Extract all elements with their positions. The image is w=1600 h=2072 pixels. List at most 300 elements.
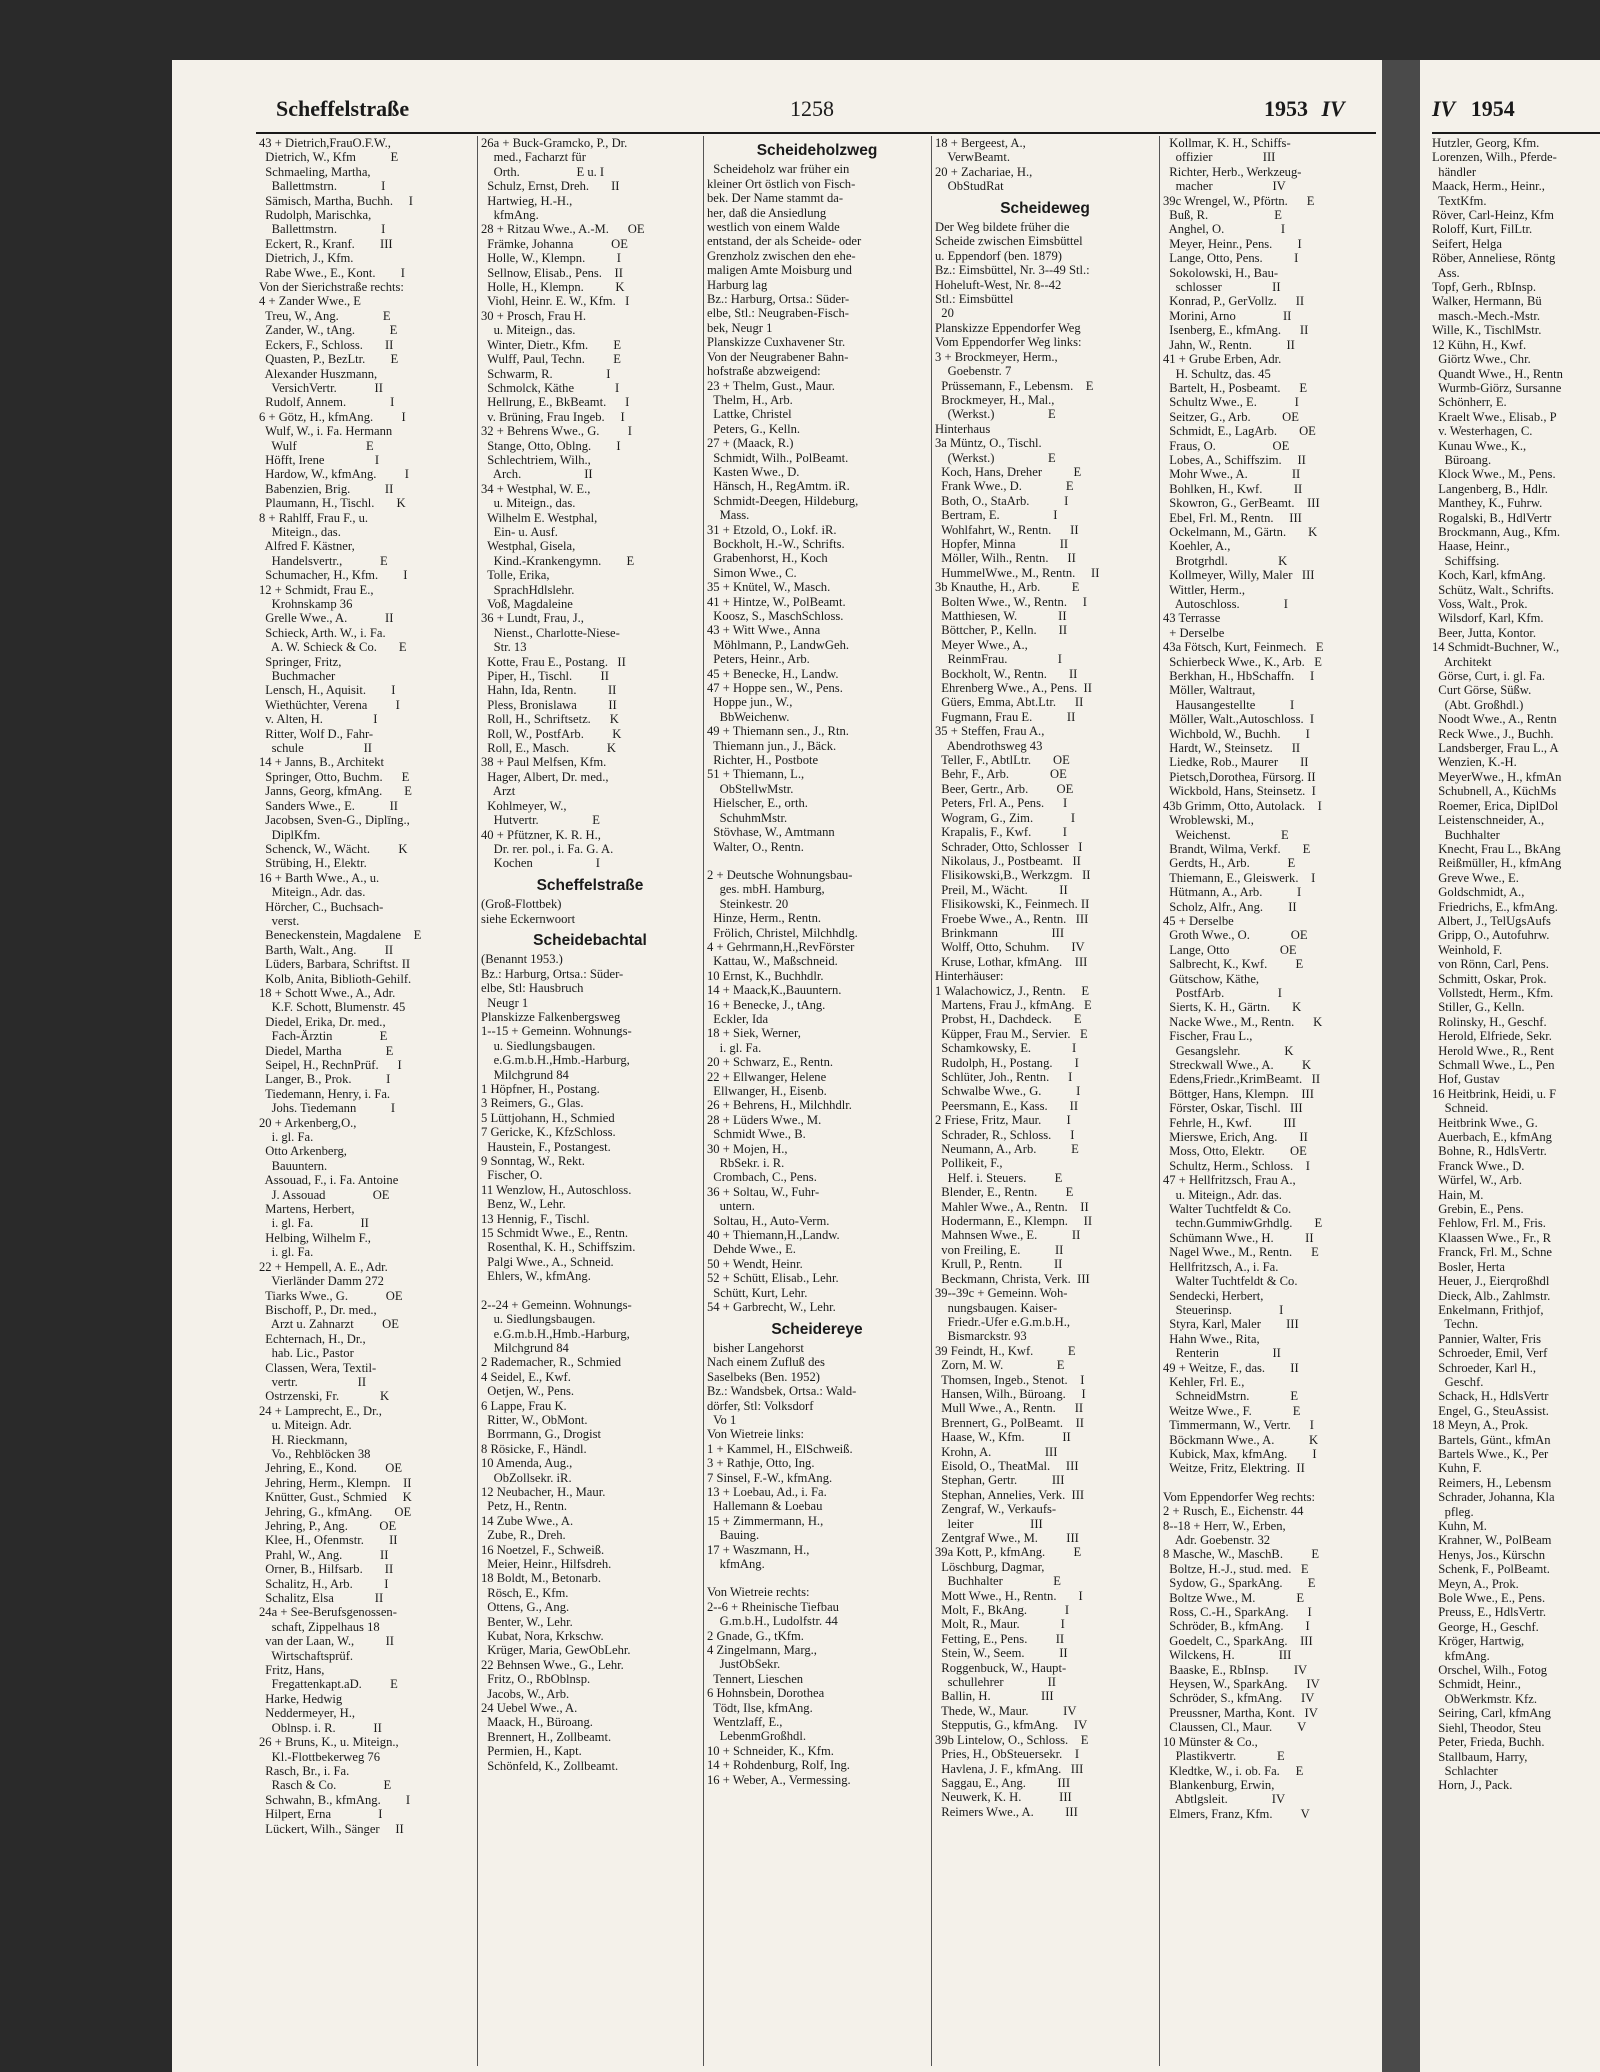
directory-entry: BbWeichenw. — [707, 709, 790, 724]
directory-entry: Schmolck, Käthe I — [481, 380, 620, 395]
directory-entry — [707, 1571, 927, 1585]
directory-entry: 43a Fötsch, Kurt, Feinmech. E — [1163, 640, 1324, 655]
directory-entry: Scheide zwischen Eimsbüttel — [935, 234, 1083, 249]
directory-entry: 23 + Thelm, Gust., Maur. — [707, 378, 835, 393]
directory-entry: Beer, Jutta, Kontor. — [1432, 625, 1537, 640]
directory-entry: Wolff, Otto, Schuhm. IV — [935, 940, 1085, 955]
directory-entry: Krull, P., Rentn. II — [935, 1257, 1063, 1272]
directory-entry: vertr. II — [259, 1374, 367, 1389]
directory-entry: Krahner, W., PolBeam — [1432, 1533, 1552, 1548]
directory-entry: MeyerWwe., H., kfmAn — [1432, 769, 1562, 784]
directory-entry: Fehlow, Frl. M., Fris. — [1432, 1216, 1546, 1231]
directory-entry: A. W. Schieck & Co. E — [259, 640, 407, 655]
directory-entry: Pietsch,Dorothea, Fürsorg. II — [1163, 769, 1316, 784]
directory-entry: (Benannt 1953.) — [481, 952, 563, 967]
directory-entry: Vom Eppendorfer Weg rechts: — [1163, 1489, 1316, 1504]
directory-entry: Kotte, Frau E., Postang. II — [481, 654, 626, 669]
directory-entry: Rudolph, Marischka, — [259, 208, 372, 223]
street-heading: Scheideholzweg — [756, 142, 878, 159]
directory-entry: 28 + Ritzau Wwe., A.-M. OE — [481, 222, 645, 237]
directory-entry: Haase, W., Kfm. II — [935, 1430, 1071, 1445]
directory-entry: 54 + Garbrecht, W., Lehr. — [707, 1300, 836, 1315]
directory-entry: 2--6 + Rheinische Tiefbau — [707, 1599, 839, 1614]
directory-entry: Martens, Herbert, — [259, 1202, 355, 1217]
directory-entry: Buchmacher — [259, 669, 336, 684]
directory-entry: Classen, Wera, Textil- — [259, 1360, 377, 1375]
directory-entry: Reimers, H., Lebensm — [1432, 1475, 1552, 1490]
directory-entry: Hager, Albert, Dr. med., — [481, 769, 609, 784]
directory-entry: Streckwall Wwe., A. K — [1163, 1058, 1312, 1072]
directory-entry: Noodt Wwe., A., Rentn — [1432, 712, 1557, 727]
directory-entry: Schwahn, B., kfmAng. I — [259, 1792, 411, 1807]
directory-entry: Herold Wwe., R., Rent — [1432, 1043, 1554, 1058]
directory-entry: Viohl, Heinr. E. W., Kfm. I — [481, 294, 630, 309]
directory-entry: Hallemann & Loebau — [707, 1499, 823, 1514]
directory-entry: Wilhelm E. Westphal, — [481, 510, 598, 525]
directory-entry: Kubick, Max, kfmAng. I — [1163, 1446, 1317, 1461]
directory-entry: Lensch, H., Aquisit. I — [259, 683, 396, 698]
directory-entry: Orth. E u. I — [481, 164, 605, 179]
directory-entry: Mull Wwe., A., Rentn. II — [935, 1401, 1084, 1416]
directory-entry: Henys, Jos., Kürschn — [1432, 1547, 1545, 1562]
directory-entry: 39b Lintelow, O., Schloss. E — [935, 1732, 1089, 1747]
directory-entry: techn.GummiwGrhdlg. E — [1163, 1216, 1323, 1231]
directory-entry: Beckmann, Christa, Verk. III — [935, 1271, 1090, 1286]
directory-entry: Helbing, Wilhelm F., — [259, 1230, 371, 1245]
directory-entry: 18 + Schott Wwe., A., Adr. — [259, 985, 396, 1000]
directory-entry: Schlüter, Joh., Rentn. I — [935, 1070, 1073, 1084]
directory-entry: Baaske, E., RbInsp. IV — [1163, 1662, 1308, 1677]
directory-entry: Schmidt Wwe., B. — [707, 1127, 806, 1142]
directory-entry: Topf, Gerh., RbInsp. — [1432, 280, 1537, 295]
directory-entry: DiplKfm. — [259, 827, 321, 842]
directory-entry: J. Assouad OE — [259, 1187, 390, 1202]
directory-entry: Peters, Heinr., Arb. — [707, 652, 810, 667]
directory-entry: VerwBeamt. — [935, 150, 1010, 165]
directory-entry: Hahn, Ida, Rentn. II — [481, 683, 617, 698]
directory-entry: 39a Kott, P., kfmAng. E — [935, 1545, 1082, 1560]
directory-entry: Ebel, Frl. M., Rentn. III — [1163, 510, 1302, 525]
directory-entry: Grabenhorst, H., Koch — [707, 551, 828, 566]
directory-entry: Goldschmidt, A., — [1432, 885, 1525, 900]
directory-entry: u. Miteign., das. — [481, 496, 576, 511]
directory-entry: Ballin, H. III — [935, 1689, 1054, 1704]
directory-entry: Tolle, Erika, — [481, 568, 550, 583]
directory-entry: Assouad, F., i. Fa. Antoine — [259, 1173, 399, 1188]
directory-entry: Treu, W., Ang. E — [259, 308, 391, 323]
directory-entry: Jehring, Herm., Klempn. II — [259, 1475, 412, 1490]
directory-entry: 39c Wrengel, W., Pförtn. E — [1163, 193, 1315, 208]
directory-entry: von Rönn, Carl, Pens. — [1432, 957, 1549, 972]
directory-entry: Kehler, Frl. E., — [1163, 1374, 1245, 1389]
directory-entry: Brinkmann III — [935, 925, 1065, 940]
column-2 — [478, 136, 702, 2066]
directory-entry: Böttcher, P., Kelln. II — [935, 623, 1068, 638]
directory-entry: PostfArb. I — [1163, 985, 1282, 1000]
directory-entry: Alexander Huszmann, — [259, 366, 378, 381]
directory-entry: Permien, H., Kapt. — [481, 1744, 582, 1759]
directory-entry: 20 + Zachariae, H., — [935, 164, 1033, 179]
directory-entry: Blankenburg, Erwin, — [1163, 1777, 1275, 1792]
directory-entry: Hänsch, H., RegAmtm. iR. — [707, 479, 850, 494]
directory-entry: Knecht, Frau L., BkAng — [1432, 841, 1561, 856]
directory-entry: 27 + (Maack, R.) — [707, 436, 794, 451]
directory-entry: Prüssemann, F., Lebensm. E — [935, 378, 1094, 393]
directory-entry: Enkelmann, Frithjof, — [1432, 1302, 1544, 1317]
directory-entry: bek, Neugr 1 — [707, 320, 773, 335]
directory-entry: Renterin II — [1163, 1346, 1281, 1361]
directory-entry: Strübing, H., Elektr. — [259, 856, 367, 871]
directory-entry: 14 Schmidt-Buchner, W., — [1432, 640, 1560, 655]
directory-entry: Rogalski, B., HdlVertr — [1432, 510, 1552, 525]
directory-entry: ObWerkmstr. Kfz. — [1432, 1691, 1537, 1706]
directory-entry: maligen Amte Moisburg und — [707, 263, 852, 278]
directory-entry: Bockholt, W., Rentn. II — [935, 666, 1078, 681]
directory-entry: Möller, Walt.,Autoschloss. I — [1163, 712, 1315, 727]
directory-entry: 4 Seidel, E., Kwf. — [481, 1369, 571, 1384]
directory-entry: Tiedemann, Henry, i. Fa. — [259, 1086, 391, 1101]
directory-entry: Ehrenberg Wwe., A., Pens. II — [935, 681, 1092, 696]
directory-entry: ReinmFrau. I — [935, 652, 1062, 667]
directory-entry: Diedel, Erika, Dr. med., — [259, 1014, 386, 1029]
directory-entry: 1 Walachowicz, J., Rentn. E — [935, 983, 1090, 998]
directory-entry: Jehring, P., Ang. OE — [259, 1519, 397, 1533]
directory-entry: i. gl. Fa. — [259, 1130, 314, 1145]
directory-entry: Adr. Goebenstr. 32 — [1163, 1533, 1271, 1547]
directory-entry: kfmAng. — [481, 208, 539, 223]
directory-entry: Grelle Wwe., A. II — [259, 611, 394, 626]
directory-entry: Richter, Herb., Werkzeug- — [1163, 164, 1302, 179]
directory-entry: 8 + Rahlff, Frau F., u. — [259, 510, 369, 525]
directory-entry: Hutzler, Georg, Kfm. — [1432, 136, 1540, 150]
directory-entry: Barth, Walt., Ang. II — [259, 942, 394, 957]
directory-entry: Roemer, Erica, DiplDol — [1432, 798, 1559, 813]
directory-entry: Ein- u. Ausf. — [481, 524, 558, 539]
directory-entry: 41 + Hintze, W., PolBeamt. — [707, 594, 846, 609]
directory-entry: Koehler, A., — [1163, 539, 1231, 554]
directory-entry: Thelm, H., Arb. — [707, 392, 793, 407]
directory-entry: Tennert, Lieschen — [707, 1671, 804, 1686]
directory-entry: H. Rieckmann, — [259, 1432, 348, 1447]
directory-entry: Wilsdorf, Karl, Kfm. — [1432, 611, 1544, 626]
directory-entry: Siehl, Theodor, Steu — [1432, 1720, 1542, 1735]
directory-entry: Böttger, Hans, Klempn. III — [1163, 1086, 1314, 1101]
directory-entry: Schenck, W., Wächt. K — [259, 841, 408, 856]
directory-entry: Arzt u. Zahnarzt OE — [259, 1317, 399, 1332]
directory-entry: 35 + Steffen, Frau A., — [935, 724, 1045, 739]
directory-entry: Hilpert, Erna I — [259, 1807, 383, 1822]
directory-entry: Koch, Hans, Dreher E — [935, 464, 1082, 479]
directory-entry: Meyer Wwe., A., — [935, 637, 1028, 652]
directory-entry: 20 + Schwarz, E., Rentn. — [707, 1055, 834, 1070]
directory-entry: Crombach, C., Pens. — [707, 1170, 817, 1185]
directory-entry: Kraelt Wwe., Elisab., P — [1432, 409, 1557, 424]
directory-entry: Petz, H., Rentn. — [481, 1499, 568, 1514]
directory-entry: 16 Noetzel, F., Schweiß. — [481, 1542, 605, 1557]
section: IV — [1321, 96, 1345, 121]
directory-entry: 34 + Westphal, W. E., — [481, 481, 591, 496]
directory-entry: Milchgrund 84 — [481, 1340, 569, 1355]
directory-entry: Stepputis, G., kfmAng. IV — [935, 1718, 1088, 1733]
directory-entry: Vollstedt, Herm., Kfm. — [1432, 985, 1554, 1000]
directory-entry: u. Miteign. Adr. — [259, 1418, 352, 1433]
directory-entry: Styra, Karl, Maler III — [1163, 1317, 1299, 1332]
directory-entry: Curt Görse, Süßw. — [1432, 683, 1532, 698]
directory-entry: Flisikowski,B., Werkzgm. II — [935, 868, 1091, 883]
directory-entry: Schröder, S., kfmAng. IV — [1163, 1691, 1315, 1706]
directory-entry: Planskizze Falkenbergsweg — [481, 1009, 621, 1024]
directory-entry: e.G.m.b.H.,Hmb.-Harburg, — [481, 1053, 630, 1068]
directory-entry: Oblnsp. i. R. II — [259, 1720, 382, 1735]
directory-entry: Fetting, E., Pens. II — [935, 1631, 1065, 1646]
directory-entry: Meier, Heinr., Hilfsdreh. — [481, 1557, 612, 1571]
directory-entry: Manthey, K., Fuhrw. — [1432, 496, 1543, 511]
directory-entry: Der Weg bildete früher die — [935, 220, 1070, 235]
directory-entry: Techn. — [1432, 1317, 1479, 1332]
directory-entry: Peersmann, E., Kass. II — [935, 1098, 1079, 1113]
directory-entry: Sendecki, Herbert, — [1163, 1288, 1264, 1303]
directory-entry: 52 + Schütt, Elisab., Lehr. — [707, 1271, 839, 1286]
directory-entry: 1 Höpfner, H., Postang. — [481, 1082, 600, 1096]
directory-entry: Krapalis, F., Kwf. I — [935, 825, 1067, 840]
directory-entry: Kunau Wwe., K., — [1432, 438, 1527, 453]
directory-entry: Kind.-Krankengymn. E — [481, 553, 635, 568]
directory-entry: Seipel, H., RechnPrüf. I — [259, 1058, 402, 1072]
directory-entry: Wenzien, K.-H. — [1432, 755, 1517, 770]
directory-entry: Str. 13 — [481, 640, 527, 655]
directory-entry: Quandt Wwe., H., Rentn — [1432, 366, 1563, 381]
directory-entry: Gesangslehr. K — [1163, 1043, 1294, 1058]
directory-entry: Mahler Wwe., A., Rentn. II — [935, 1199, 1089, 1214]
directory-entry: Bismarckstr. 93 — [935, 1329, 1027, 1344]
directory-entry: kleiner Ort östlich von Fisch- — [707, 176, 856, 191]
directory-entry: Timmermann, W., Vertr. I — [1163, 1418, 1314, 1433]
directory-entry: Langer, B., Prok. I — [259, 1072, 391, 1087]
directory-entry: Schmidt, Wilh., PolBeamt. — [707, 450, 849, 465]
directory-entry: 12 Kühn, H., Kwf. — [1432, 337, 1527, 352]
directory-entry: entstand, der als Scheide- oder — [707, 234, 862, 249]
directory-entry: Scholz, Alfr., Ang. II — [1163, 899, 1297, 914]
directory-entry: 7 Sinsel, F.-W., kfmAng. — [707, 1470, 833, 1485]
directory-entry: Preil, M., Wächt. II — [935, 882, 1068, 897]
directory-entry: 10 Amenda, Aug., — [481, 1456, 573, 1471]
directory-entry: Sierts, K. H., Gärtn. K — [1163, 1000, 1302, 1015]
directory-entry: Bartels Wwe., K., Per — [1432, 1446, 1549, 1461]
directory-entry: 14 + Rohdenburg, Rolf, Ing. — [707, 1758, 850, 1773]
directory-entry: 2 + Deutsche Wohnungsbau- — [707, 867, 853, 882]
directory-entry: 40 + Pfützner, K. R. H., — [481, 827, 601, 842]
directory-entry: Krüger, Maria, GewObLehr. — [481, 1643, 631, 1658]
directory-entry: JustObSekr. — [707, 1657, 781, 1672]
directory-entry: Beer, Gertr., Arb. OE — [935, 781, 1074, 796]
directory-entry: Främke, Johanna OE — [481, 236, 628, 251]
directory-entry: Hinze, Herm., Rentn. — [707, 911, 822, 926]
directory-entry: Thede, W., Maur. IV — [935, 1703, 1077, 1718]
directory-entry: 41 + Grube Erben, Adr. — [1163, 352, 1282, 367]
directory-entry: Stiller, G., Kelln. — [1432, 1000, 1525, 1015]
directory-entry: Autoschloss. I — [1163, 597, 1288, 611]
directory-entry: Havlena, J. F., kfmAng. III — [935, 1761, 1084, 1776]
directory-entry: Janns, Georg, kfmAng. E — [259, 784, 412, 799]
directory-entry: Walker, Hermann, Bü — [1432, 294, 1542, 309]
directory-entry: Wulff, Paul, Techn. E — [481, 352, 621, 367]
directory-entry: Büroang. — [1432, 452, 1492, 467]
directory-entry: Schmall Wwe., L., Pen — [1432, 1058, 1555, 1072]
directory-entry: Schwarm, R. I — [481, 366, 611, 381]
directory-entry: Brandt, Wilma, Verkf. E — [1163, 841, 1311, 856]
directory-entry: dörfer, Stl: Volksdorf — [707, 1398, 814, 1413]
directory-entry: e.G.m.b.H.,Hmb.-Harburg, — [481, 1326, 630, 1341]
directory-entry: Ockelmann, M., Gärtn. K — [1163, 524, 1318, 539]
next-page-column — [1432, 136, 1600, 1793]
directory-entry: Bz.: Eimsbüttel, Nr. 3--49 Stl.: — [935, 263, 1090, 278]
directory-entry: Von Wietreie rechts: — [707, 1585, 810, 1600]
directory-entry: Ellwanger, H., Eisenb. — [707, 1084, 827, 1098]
directory-entry: Berkhan, H., HbSchaffn. I — [1163, 669, 1315, 684]
directory-entry: 16 + Weber, A., Vermessing. — [707, 1772, 851, 1787]
directory-entry: Arzt — [481, 784, 516, 799]
directory-entry: 18 + Siek, Werner, — [707, 1026, 801, 1041]
directory-entry: Bohlken, H., Kwf. II — [1163, 481, 1303, 496]
directory-entry: Brennert, G., PolBeamt. II — [935, 1415, 1084, 1430]
directory-entry: Lückert, Wilh., Sänger II — [259, 1821, 404, 1836]
directory-entry: 12 Neubacher, H., Maur. — [481, 1484, 606, 1499]
directory-entry: Hansen, Wilh., Büroang. I — [935, 1386, 1086, 1401]
directory-entry: Vierländer Damm 272 — [259, 1274, 384, 1289]
directory-entry: Schönherr, E. — [1432, 395, 1507, 410]
directory-entry: Tödt, Ilse, kfmAng. — [707, 1700, 813, 1715]
directory-entry: SchneidMstrn. E — [1163, 1389, 1299, 1404]
directory-entry: Preussner, Martha, Kont. IV — [1163, 1705, 1318, 1720]
directory-entry: Rasch, Br., i. Fa. — [259, 1763, 350, 1778]
directory-entry: Beneckenstein, Magdalene E — [259, 928, 422, 943]
directory-entry: G.m.b.H., Ludolfstr. 44 — [707, 1614, 838, 1629]
directory-entry: 18 + Bergeest, A., — [935, 136, 1026, 150]
directory-entry: Mass. — [707, 508, 750, 523]
directory-entry: 32 + Behrens Wwe., G. I — [481, 424, 632, 439]
directory-entry: Piper, H., Tischl. II — [481, 669, 609, 684]
directory-entry: 43 Terrasse — [1163, 611, 1221, 626]
directory-entry: Diedel, Martha E — [259, 1043, 394, 1058]
directory-entry: HummelWwe., M., Rentn. II — [935, 565, 1100, 580]
directory-entry: pfleg. — [1432, 1504, 1474, 1519]
directory-entry: Schulz, Ernst, Dreh. II — [481, 179, 620, 194]
directory-entry: Weichenst. E — [1163, 827, 1289, 842]
directory-entry: Vo., Rehblöcken 38 — [259, 1446, 371, 1461]
street-heading: Scheffelstraße — [536, 876, 644, 894]
directory-entry: Schmitt, Oskar, Prok. — [1432, 971, 1547, 986]
directory-entry: Schütz, Walt., Schrifts. — [1432, 582, 1554, 597]
directory-entry: Höfft, Irene I — [259, 452, 380, 467]
directory-entry: Stein, W., Seem. II — [935, 1646, 1068, 1661]
directory-entry: Reißmüller, H., kfmAng — [1432, 856, 1562, 871]
directory-entry: 35 + Knütel, W., Masch. — [707, 580, 831, 595]
directory-entry: Schlachter — [1432, 1763, 1498, 1778]
directory-entry: 31 + Etzold, O., Lokf. iR. — [707, 522, 837, 537]
directory-entry: Wichbold, W., Buchh. I — [1163, 726, 1310, 741]
directory-entry: + Derselbe — [1163, 625, 1225, 640]
directory-entry: Stövhase, W., Amtmann — [707, 825, 835, 840]
directory-entry: Krohn, A. III — [935, 1444, 1058, 1459]
street-heading: Scheidebachtal — [533, 931, 647, 949]
directory-entry: Ballettmstrn. I — [259, 222, 386, 237]
directory-entry: Springer, Otto, Buchm. E — [259, 769, 410, 784]
directory-entry: Haase, Heinr., — [1432, 539, 1510, 554]
directory-entry: Sanders Wwe., E. II — [259, 798, 398, 813]
directory-entry: 47 + Hellfritzsch, Frau A., — [1163, 1173, 1296, 1188]
directory-entry: Schümann Wwe., H. II — [1163, 1230, 1314, 1245]
directory-entry: Konrad, P., GerVollz. II — [1163, 294, 1305, 309]
directory-entry: 10 Ernst, K., Buchhdlr. — [707, 968, 824, 983]
directory-entry: Hodermann, E., Klempn. II — [935, 1214, 1093, 1229]
directory-entry: untern. — [707, 1199, 755, 1214]
directory-entry: Planskizze Cuxhavener Str. — [707, 335, 846, 350]
directory-entry: Skowron, G., GerBeamt. III — [1163, 496, 1320, 511]
directory-entry: Nagel Wwe., M., Rentn. E — [1163, 1245, 1319, 1260]
directory-entry: VersichVertr. II — [259, 380, 383, 395]
directory-entry: Roll, E., Masch. K — [481, 741, 617, 756]
directory-entry: Anghel, O. I — [1163, 222, 1286, 237]
street-heading: Scheidereye — [771, 1320, 863, 1338]
directory-entry: Roll, H., Schriftsetz. K — [481, 712, 619, 727]
directory-entry: Küpper, Frau M., Servier. E — [935, 1026, 1088, 1041]
directory-entry: Flisikowski, K., Feinmech. II — [935, 897, 1090, 912]
page-gutter — [1382, 60, 1420, 2072]
directory-entry: Froebe Wwe., A., Rentn. III — [935, 911, 1089, 926]
directory-entry: Hinterhäuser: — [935, 969, 1004, 984]
directory-entry: H. Schultz, das. 45 — [1163, 366, 1271, 381]
directory-entry: Kuhn, F. — [1432, 1461, 1482, 1476]
directory-entry: Brockmann, Aug., Kfm. — [1432, 524, 1561, 539]
directory-entry: 18 Boldt, M., Betonarb. — [481, 1571, 601, 1586]
directory-entry: Martens, Frau J., kfmAng. E — [935, 997, 1092, 1012]
directory-entry: Thiemann jun., J., Bäck. — [707, 738, 837, 753]
directory-entry: 6 Lappe, Frau K. — [481, 1398, 567, 1413]
directory-entry: Zorn, M. W. E — [935, 1358, 1065, 1373]
directory-entry: Heitbrink Wwe., G. — [1432, 1115, 1538, 1130]
directory-entry: Möller, Wilh., Rentn. II — [935, 551, 1076, 566]
directory-entry: schullehrer II — [935, 1675, 1057, 1690]
directory-entry: Fugmann, Frau E. II — [935, 709, 1076, 724]
directory-entry: Hartwieg, H.-H., — [481, 193, 573, 208]
directory-entry: Peters, Frl. A., Pens. I — [935, 796, 1068, 811]
directory-entry: Pollikeit, F., — [935, 1156, 1003, 1171]
directory-entry: Dietrich, J., Kfm. — [259, 251, 354, 266]
directory-entry: hofstraße abzweigend: — [707, 364, 821, 379]
directory-entry: Mohr Wwe., A. II — [1163, 467, 1301, 482]
directory-entry: Roll, W., PostfArb. K — [481, 726, 622, 741]
directory-entry: Fritz, O., RbOblnsp. — [481, 1672, 591, 1687]
directory-entry: händler — [1432, 164, 1477, 179]
directory-entry: Thomsen, Ingeb., Stenot. I — [935, 1372, 1085, 1387]
directory-entry: Scheideholz war früher ein — [707, 162, 850, 177]
directory-entry: Lobes, A., Schiffszim. II — [1163, 452, 1306, 467]
directory-entry: 5 Lüttjohann, H., Schmied — [481, 1110, 615, 1125]
directory-entry: Rosenthal, K. H., Schiffszim. — [481, 1240, 636, 1255]
directory-entry: Schieck, Arth. W., i. Fa. — [259, 625, 386, 640]
next-year: 1954 — [1470, 96, 1515, 121]
directory-entry: 10 + Schneider, K., Kfm. — [707, 1743, 834, 1758]
directory-entry: offizier III — [1163, 150, 1276, 165]
directory-entry: 13 Hennig, F., Tischl. — [481, 1211, 590, 1226]
directory-entry: Eckert, R., Kranf. III — [259, 236, 393, 251]
directory-entry: 22 + Ellwanger, Helene — [707, 1069, 827, 1084]
directory-entry: Eckler, Ida — [707, 1011, 769, 1026]
directory-entry: 16 Heitbrink, Heidi, u. F — [1432, 1086, 1557, 1101]
directory-entry: Hütmann, A., Arb. I — [1163, 885, 1302, 900]
directory-entry: Harke, Hedwig — [259, 1691, 343, 1706]
directory-entry: 16 + Barth Wwe., A., u. — [259, 870, 380, 885]
